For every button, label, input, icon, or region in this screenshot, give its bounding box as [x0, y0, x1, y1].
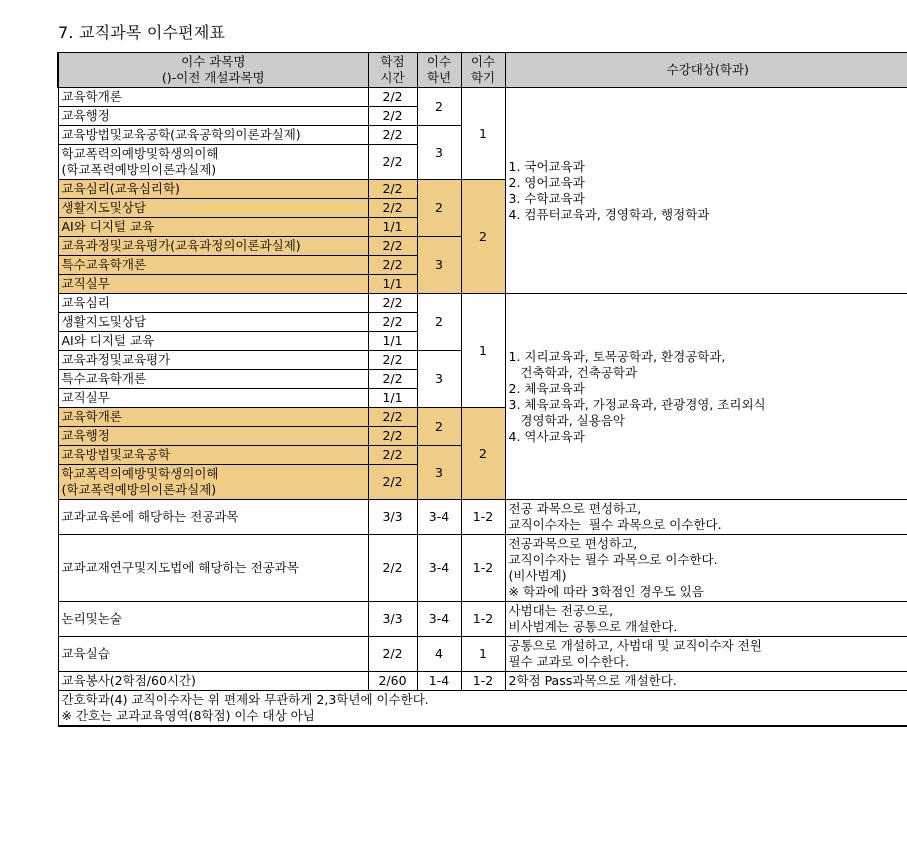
note-cell: 전공과목으로 편성하고, 교직이수자는 필수 과목으로 이수한다. (비사범계) ※ 학과에 따라 3학점인 경우도 있음 — [505, 535, 907, 602]
term-value: 2 — [461, 408, 505, 500]
subject-name: 특수교육학개론 — [58, 256, 368, 275]
credit-hours: 3/3 — [368, 500, 417, 535]
subject-name: 교직실무 — [58, 275, 368, 294]
year-value: 2 — [417, 294, 461, 351]
credit-hours: 2/2 — [368, 637, 417, 672]
subject-name: 교육과정및교육평가(교육과정의이론과실제) — [58, 237, 368, 256]
target-department-cell: 1. 지리교육과, 토목공학과, 환경공학과, 건축학과, 건축공학과 2. 체육교육과 3. 체육교육과, 가정교육과, 관광경영, 조리외식 경영학과, 실용음악 4. 역사교육과 — [505, 294, 907, 500]
term-value: 1 — [461, 294, 505, 408]
credit-hours: 2/2 — [368, 465, 417, 500]
credit-hours: 1/1 — [368, 218, 417, 237]
term-value: 1-2 — [461, 672, 505, 691]
credit-hours: 2/2 — [368, 199, 417, 218]
year-value: 3 — [417, 446, 461, 500]
subject-name: 교육실습 — [58, 637, 368, 672]
credit-hours: 2/2 — [368, 446, 417, 465]
subject-name: 교육심리(교육심리학) — [58, 180, 368, 199]
subject-name: 생활지도및상담 — [58, 313, 368, 332]
subject-name: 특수교육학개론 — [58, 370, 368, 389]
subject-name: 학교폭력의예방및학생의이해 (학교폭력예방의이론과실제) — [58, 465, 368, 500]
note-cell: 사범대는 전공으로, 비사범계는 공통으로 개설한다. — [505, 602, 907, 637]
credit-hours: 2/2 — [368, 126, 417, 145]
subject-name: 교과교육론에 해당하는 전공과목 — [58, 500, 368, 535]
footer-note-row — [58, 691, 907, 727]
credit-hours: 1/1 — [368, 389, 417, 408]
table-row — [58, 672, 907, 691]
credit-hours: 2/60 — [368, 672, 417, 691]
header-row — [58, 53, 907, 88]
subject-name: 교육봉사(2학점/60시간) — [58, 672, 368, 691]
column-header-credit-hours: 학점 시간 — [368, 53, 417, 88]
term-value: 1-2 — [461, 535, 505, 602]
subject-name: 교육방법및교육공학 — [58, 446, 368, 465]
credit-hours: 2/2 — [368, 294, 417, 313]
year-value: 3 — [417, 237, 461, 294]
subject-name: 교과교재연구및지도법에 해당하는 전공과목 — [58, 535, 368, 602]
year-value: 3-4 — [417, 535, 461, 602]
table-row — [58, 535, 907, 602]
credit-hours: 1/1 — [368, 332, 417, 351]
credit-hours: 2/2 — [368, 88, 417, 107]
subject-name: 교직실무 — [58, 389, 368, 408]
credit-hours: 3/3 — [368, 602, 417, 637]
subject-name: 생활지도및상담 — [58, 199, 368, 218]
column-header-year: 이수 학년 — [417, 53, 461, 88]
credit-hours: 2/2 — [368, 256, 417, 275]
subject-name: 교육행정 — [58, 427, 368, 446]
credit-hours: 2/2 — [368, 535, 417, 602]
subject-name: 논리및논술 — [58, 602, 368, 637]
year-value: 1-4 — [417, 672, 461, 691]
subject-name: 교육학개론 — [58, 408, 368, 427]
subject-name: 교육심리 — [58, 294, 368, 313]
credit-hours: 1/1 — [368, 275, 417, 294]
table-row — [58, 637, 907, 672]
column-header-term: 이수 학기 — [461, 53, 505, 88]
year-value: 3 — [417, 351, 461, 408]
credit-hours: 2/2 — [368, 237, 417, 256]
column-header-subject-name: 이수 과목명 ()-이전 개설과목명 — [58, 53, 368, 88]
subject-name: AI와 디지털 교육 — [58, 332, 368, 351]
table-body — [58, 88, 907, 727]
subject-name: 교육과정및교육평가 — [58, 351, 368, 370]
subject-name: 학교폭력의예방및학생의이해 (학교폭력예방의이론과실제) — [58, 145, 368, 180]
table-row — [58, 294, 907, 313]
table-header — [58, 53, 907, 88]
year-value: 3 — [417, 126, 461, 180]
subject-name: 교육행정 — [58, 107, 368, 126]
target-department-cell: 1. 국어교육과 2. 영어교육과 3. 수학교육과 4. 컴퓨터교육과, 경영학과, 행정학과 — [505, 88, 907, 294]
term-value: 1-2 — [461, 500, 505, 535]
year-value: 2 — [417, 88, 461, 126]
column-header-target-department: 수강대상(학과) — [505, 53, 907, 88]
subject-name: AI와 디지털 교육 — [58, 218, 368, 237]
credit-hours: 2/2 — [368, 408, 417, 427]
credit-hours: 2/2 — [368, 180, 417, 199]
credit-hours: 2/2 — [368, 427, 417, 446]
footer-note: 간호학과(4) 교직이수자는 위 편제와 무관하게 2,3학년에 이수한다. ※ 간호는 교과교육영역(8학점) 이수 대상 아님 — [58, 691, 907, 727]
year-value: 4 — [417, 637, 461, 672]
note-cell: 2학점 Pass과목으로 개설한다. — [505, 672, 907, 691]
table-row — [58, 500, 907, 535]
credit-hours: 2/2 — [368, 107, 417, 126]
year-value: 3-4 — [417, 500, 461, 535]
credit-hours: 2/2 — [368, 313, 417, 332]
credit-hours: 2/2 — [368, 351, 417, 370]
subject-name: 교육방법및교육공학(교육공학의이론과실제) — [58, 126, 368, 145]
term-value: 1-2 — [461, 602, 505, 637]
year-value: 2 — [417, 408, 461, 446]
page-title: 7. 교직과목 이수편제표 — [58, 23, 226, 42]
note-cell: 전공 과목으로 편성하고, 교직이수자는 필수 과목으로 이수한다. — [505, 500, 907, 535]
table-row — [58, 88, 907, 107]
year-value: 3-4 — [417, 602, 461, 637]
table-row — [58, 602, 907, 637]
credit-hours: 2/2 — [368, 370, 417, 389]
curriculum-table — [57, 52, 907, 727]
term-value: 1 — [461, 88, 505, 180]
note-cell: 공통으로 개설하고, 사범대 및 교직이수자 전원 필수 교과로 이수한다. — [505, 637, 907, 672]
term-value: 1 — [461, 637, 505, 672]
term-value: 2 — [461, 180, 505, 294]
credit-hours: 2/2 — [368, 145, 417, 180]
subject-name: 교육학개론 — [58, 88, 368, 107]
year-value: 2 — [417, 180, 461, 237]
